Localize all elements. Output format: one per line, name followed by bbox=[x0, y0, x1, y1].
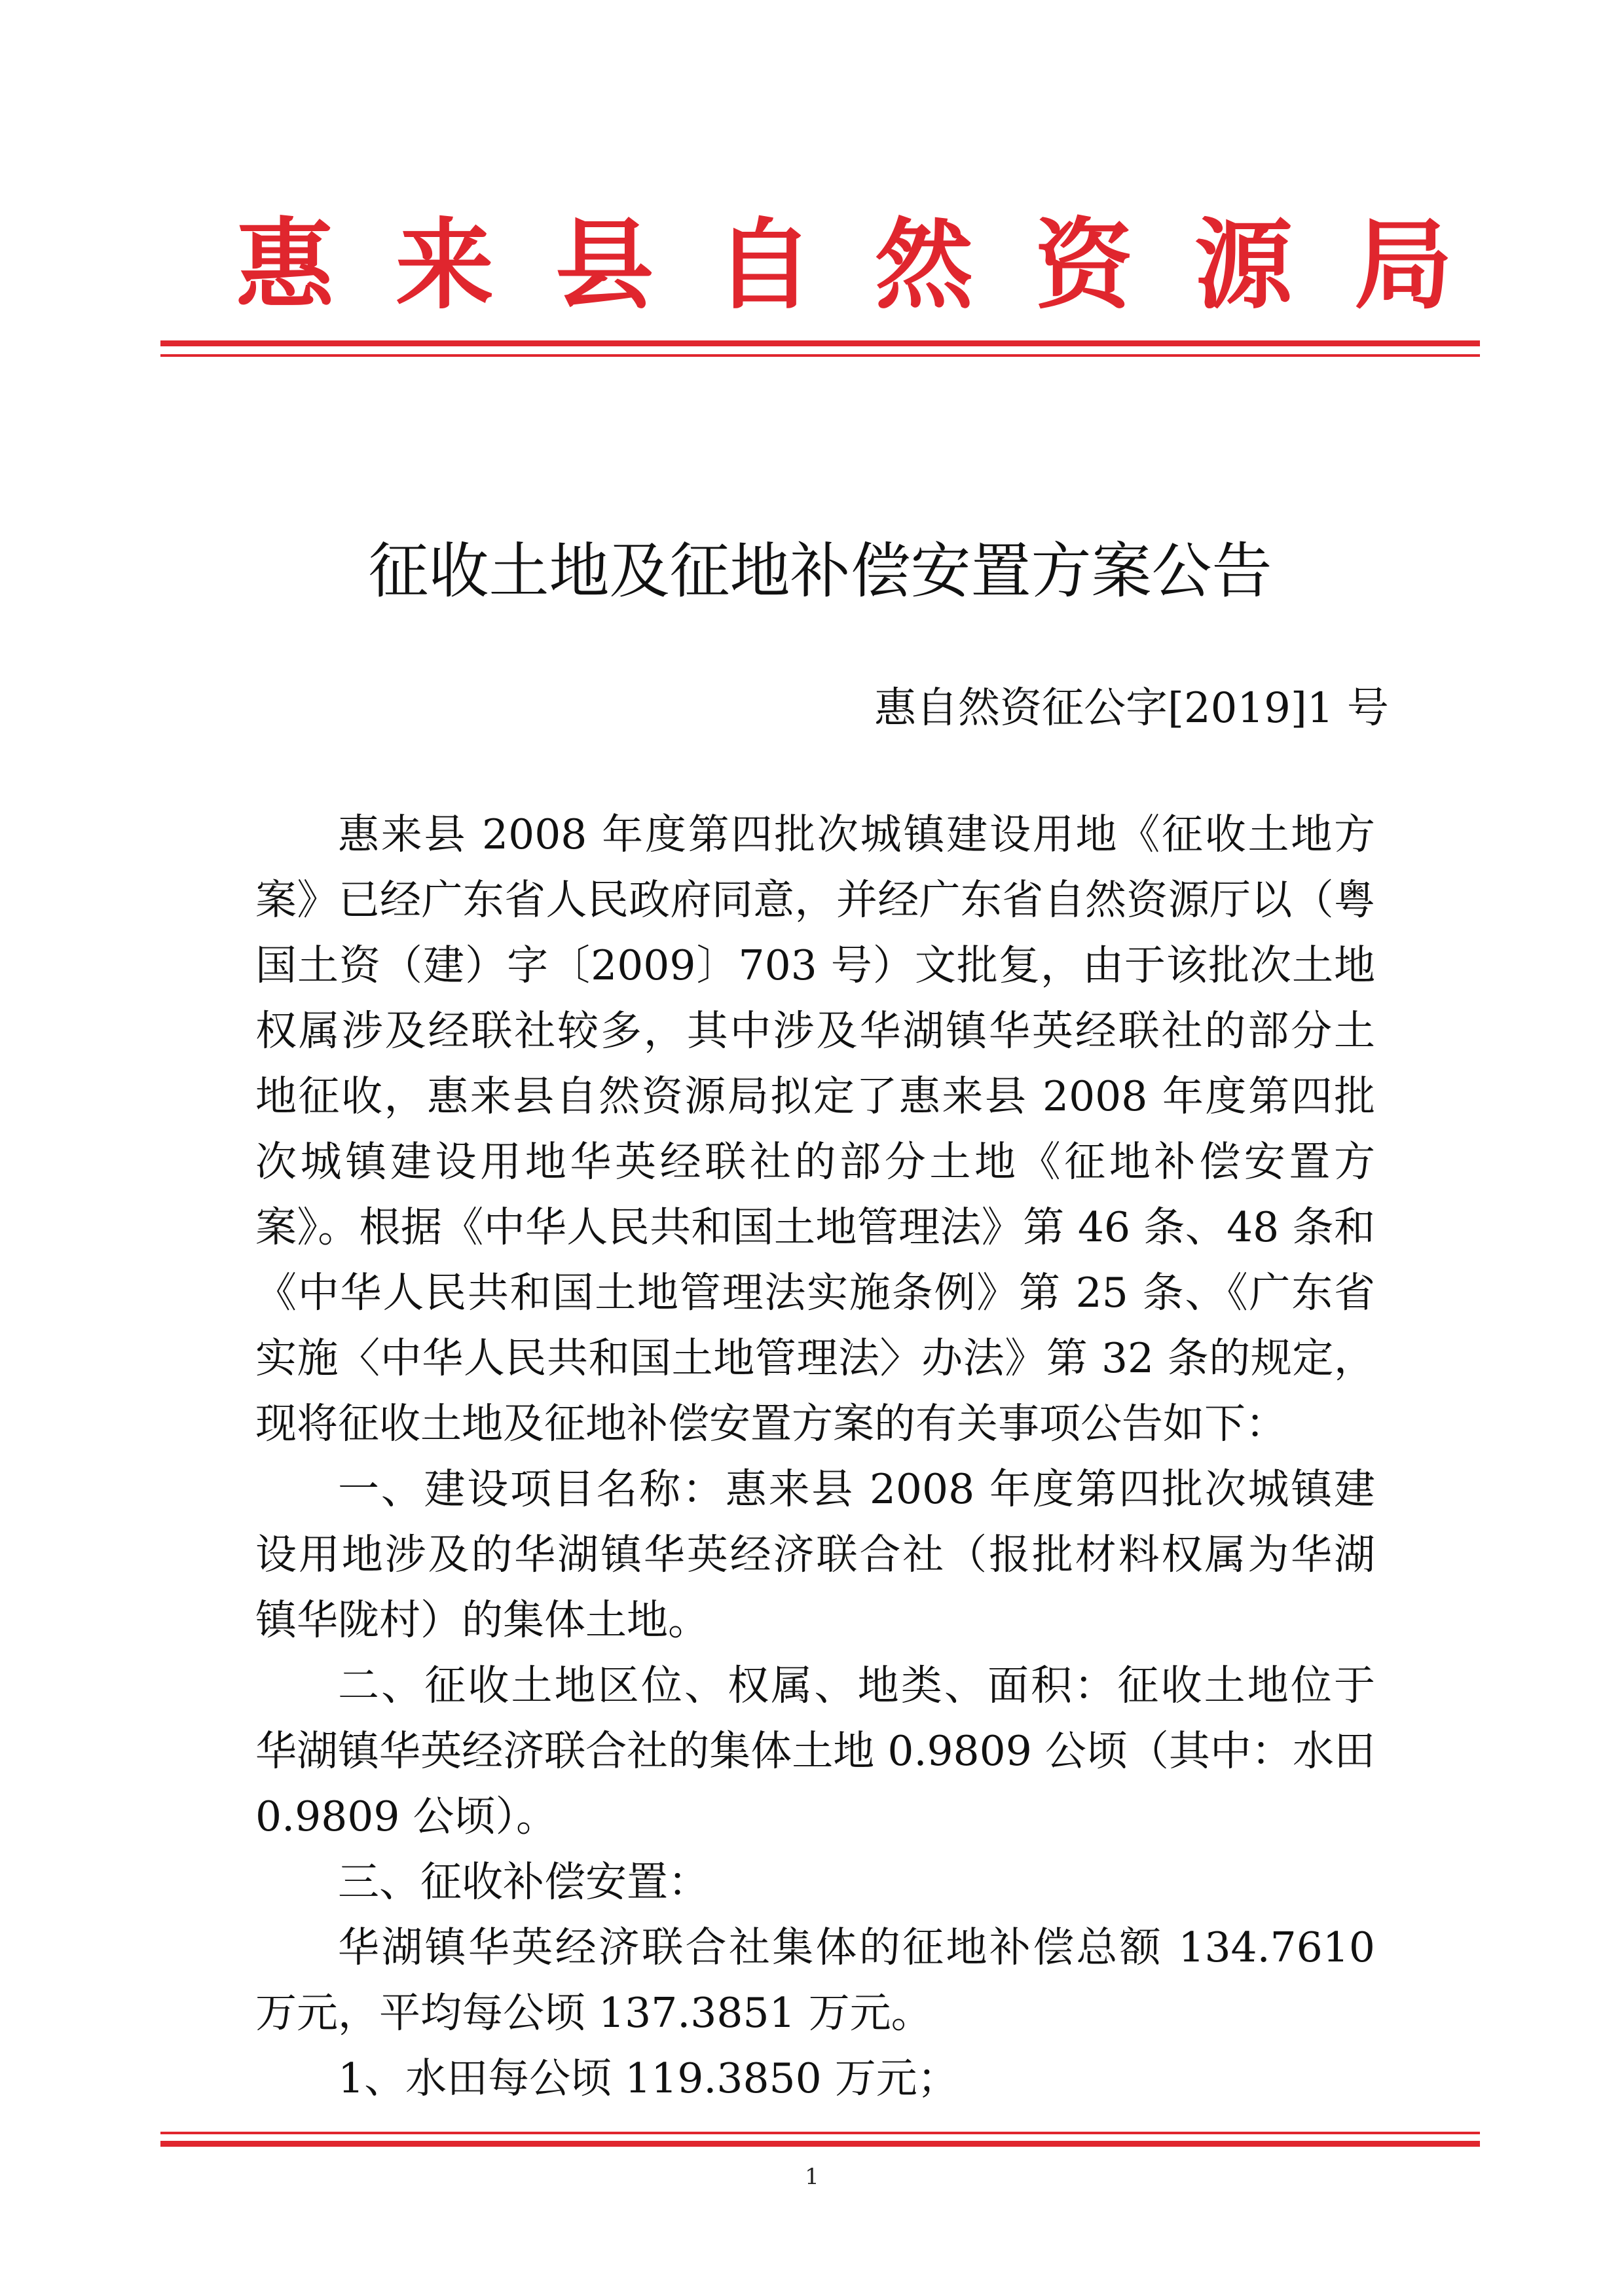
body-line: 华湖镇华英经济联合社的集体土地 0.9809 公顷（其中：水田 bbox=[255, 1727, 1375, 1775]
page-number: 1 bbox=[805, 2164, 819, 2190]
body-line: 权属涉及经联社较多，其中涉及华湖镇华英经联社的部分土 bbox=[255, 1007, 1375, 1055]
body-line: 国土资（建）字〔2009〕703 号）文批复，由于该批次土地 bbox=[255, 941, 1375, 989]
body-line: 三、征收补偿安置： bbox=[338, 1858, 709, 1906]
letterhead-rule-thick bbox=[160, 340, 1480, 346]
body-line: 地征收，惠来县自然资源局拟定了惠来县 2008 年度第四批 bbox=[255, 1072, 1375, 1120]
footer-rule-thin bbox=[160, 2132, 1480, 2134]
body-line: 次城镇建设用地华英经联社的部分土地《征地补偿安置方 bbox=[255, 1138, 1375, 1186]
body-line: 设用地涉及的华湖镇华英经济联合社（报批材料权属为华湖 bbox=[255, 1531, 1375, 1578]
document-body bbox=[255, 802, 1375, 2111]
letterhead-rule-thin bbox=[160, 354, 1480, 357]
body-line: 案》。根据《中华人民共和国土地管理法》第 46 条、48 条和 bbox=[255, 1203, 1375, 1251]
body-line: 实施〈中华人民共和国土地管理法〉办法》第 32 条的规定， bbox=[255, 1334, 1375, 1382]
document-title: 征收土地及征地补偿安置方案公告 bbox=[368, 536, 1272, 606]
body-line: 华湖镇华英经济联合社集体的征地补偿总额 134.7610 bbox=[338, 1923, 1375, 1971]
body-line: 二、征收土地区位、权属、地类、面积：征收土地位于 bbox=[338, 1662, 1375, 1709]
body-line: 案》已经广东省人民政府同意，并经广东省自然资源厅以（粤 bbox=[255, 876, 1375, 924]
body-line: 镇华陇村）的集体土地。 bbox=[255, 1596, 709, 1644]
document-number: 惠自然资征公字[2019]1 号 bbox=[874, 684, 1389, 733]
issuer-letterhead: 惠来县自然资源局 bbox=[236, 208, 1515, 323]
footer-rule-thick bbox=[160, 2141, 1480, 2147]
body-line: 《中华人民共和国土地管理法实施条例》第 25 条、《广东省 bbox=[255, 1269, 1375, 1317]
body-line: 一、建设项目名称：惠来县 2008 年度第四批次城镇建 bbox=[338, 1465, 1375, 1513]
body-line: 0.9809 公顷）。 bbox=[255, 1793, 557, 1840]
body-line: 1、水田每公顷 119.3850 万元； bbox=[338, 2054, 959, 2102]
body-line: 现将征收土地及征地补偿安置方案的有关事项公告如下： bbox=[255, 1400, 1287, 1448]
body-line: 惠来县 2008 年度第四批次城镇建设用地《征收土地方 bbox=[338, 811, 1375, 858]
body-line: 万元，平均每公顷 137.3851 万元。 bbox=[255, 1989, 932, 2037]
